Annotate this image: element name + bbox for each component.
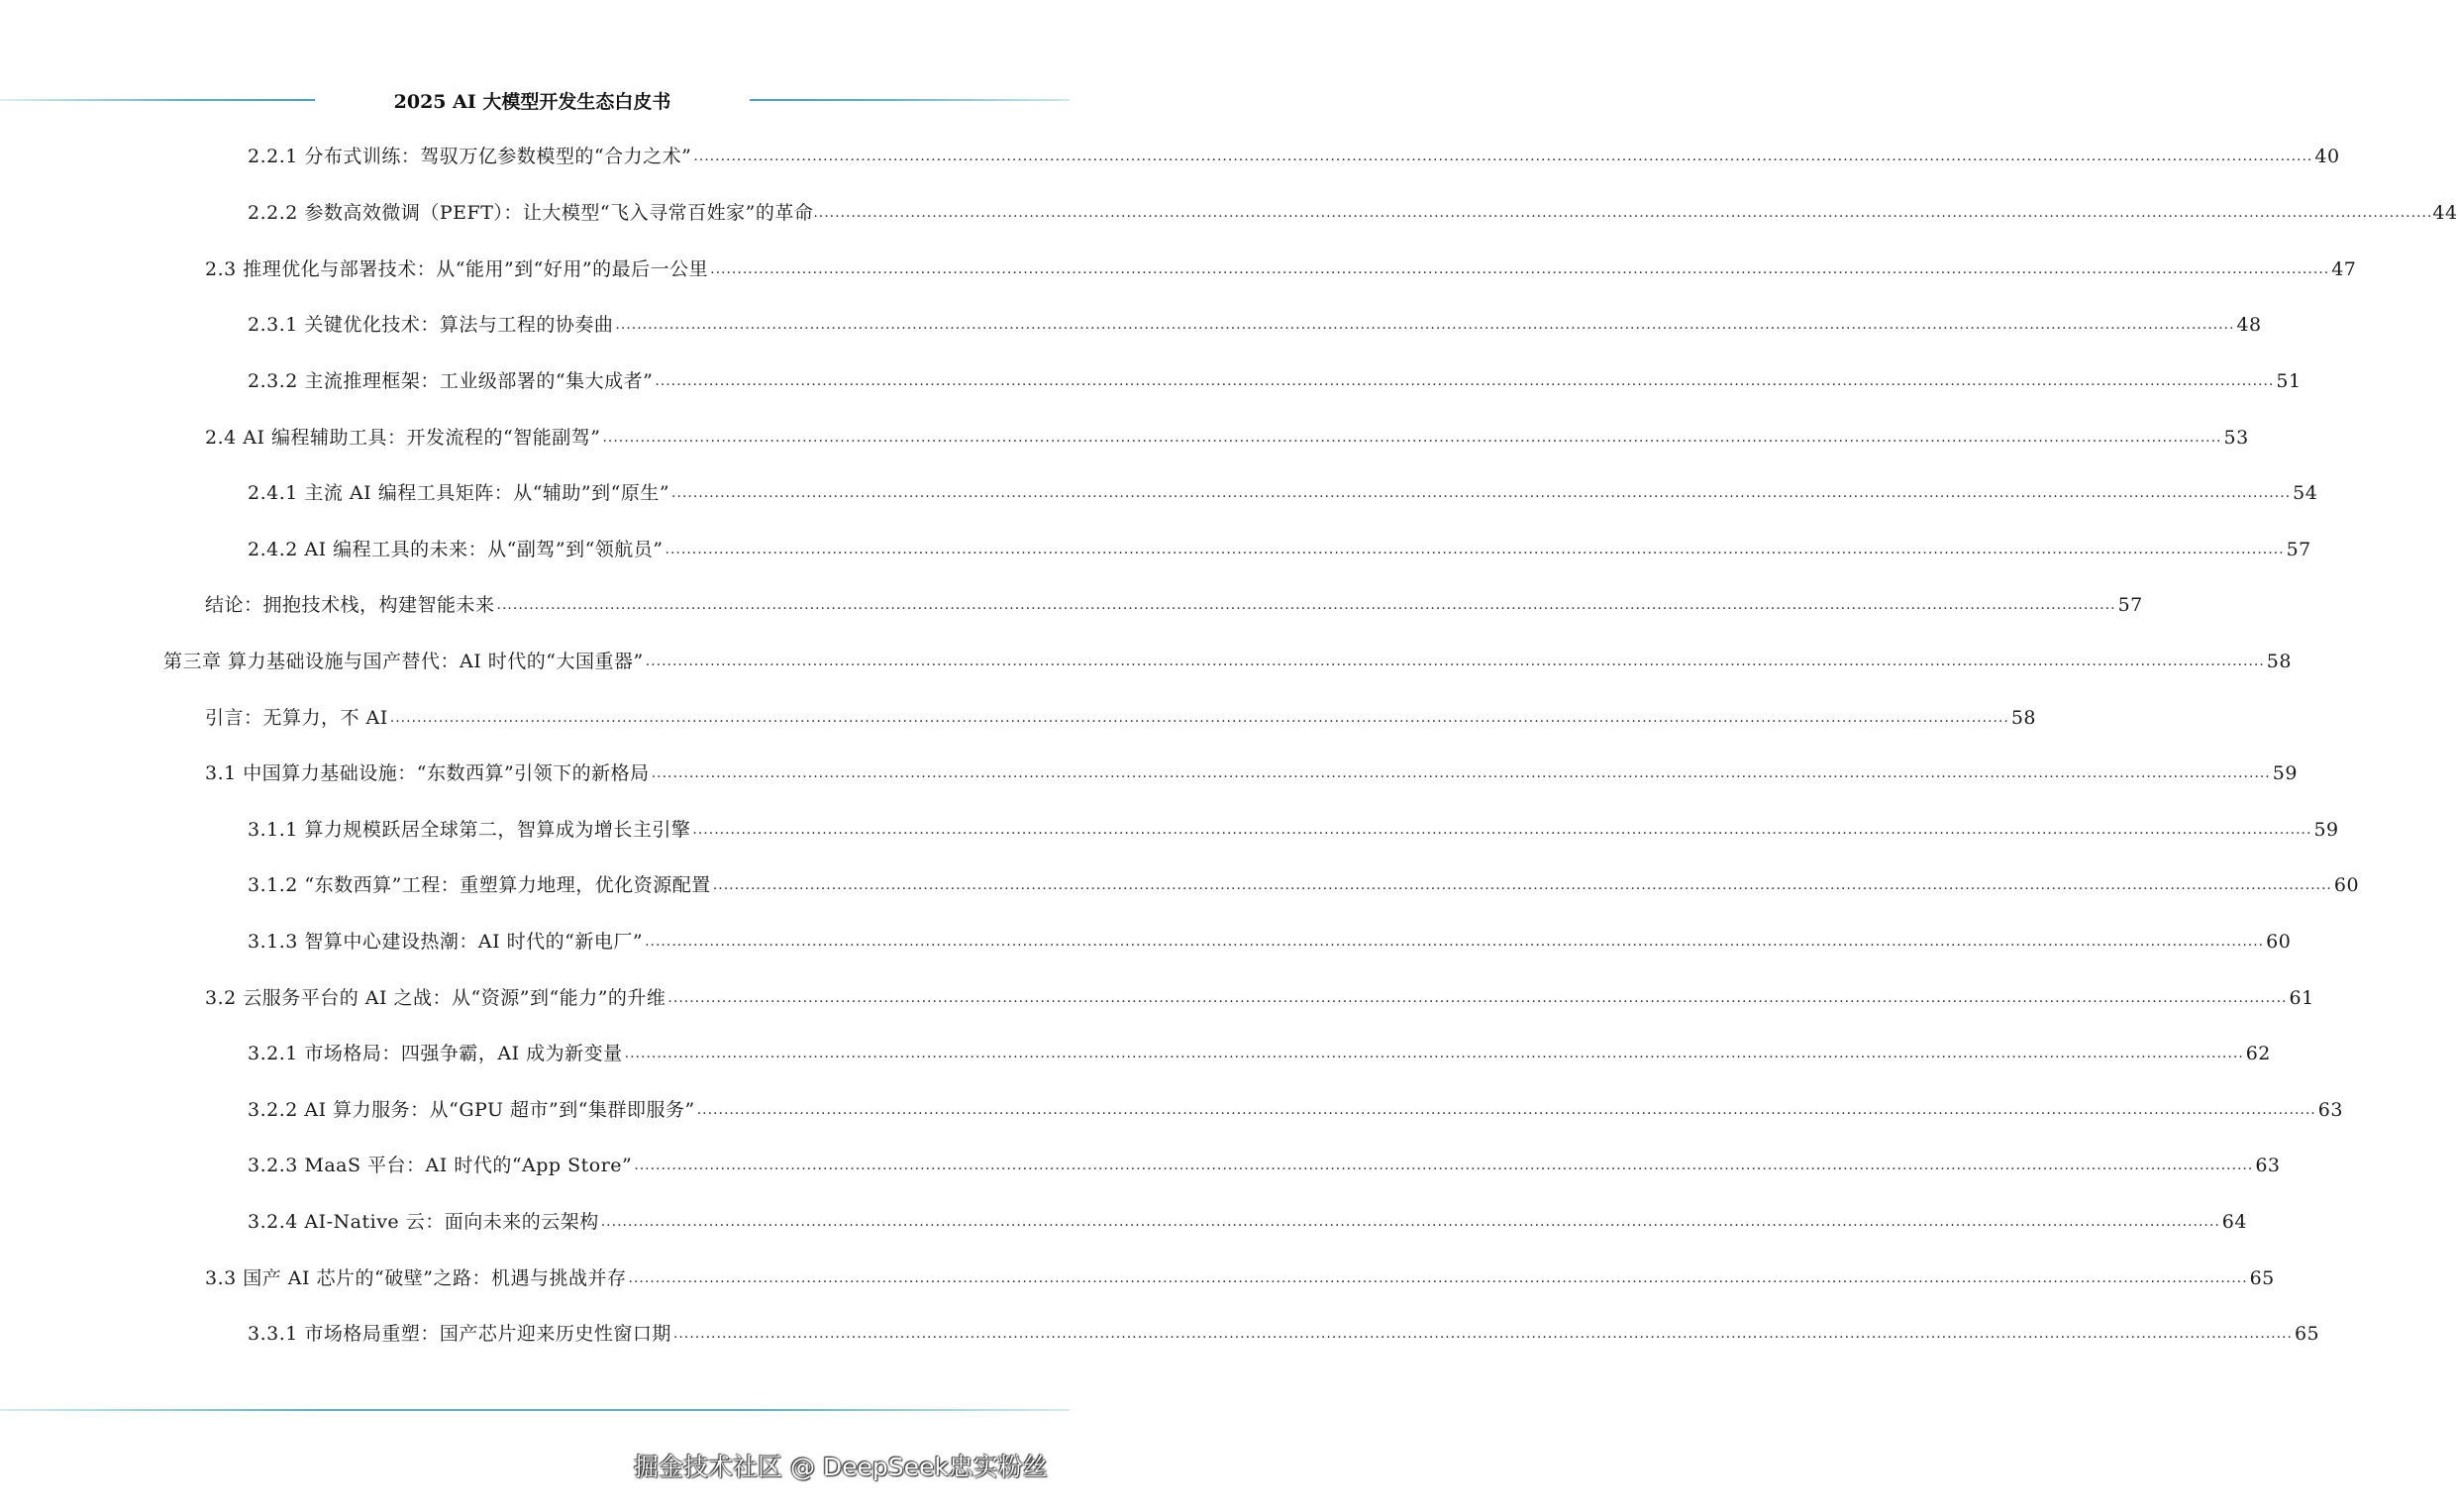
toc-dot-leader: ............................................................................................................................................................................................................................................................................................................ [389,710,2009,726]
toc-page-number: 40 [2314,146,2340,167]
toc-entry-label: 引言：无算力，不 AI [205,707,388,729]
toc-entry-label: 2.2.1 分布式训练：驾驭万亿参数模型的“合力之术” [248,146,692,167]
toc-entry-label: 2.3.2 主流推理框架：工业级部署的“集大成者” [248,370,654,392]
toc-dot-leader: ............................................................................................................................................................................................................................................................................................................ [693,149,2313,164]
toc-entry[interactable] [205,703,2037,733]
toc-page-number: 60 [2333,874,2360,896]
toc-entry-label: 3.1.1 算力规模跃居全球第二，智算成为增长主引擎 [248,819,691,841]
toc-page-number: 51 [2276,370,2302,392]
toc-page-number: 54 [2293,482,2318,504]
toc-dot-leader: ............................................................................................................................................................................................................................................................................................................ [624,1046,2244,1061]
toc-entry-label: 3.2 云服务平台的 AI 之战：从“资源”到“能力”的升维 [205,987,666,1009]
toc-entry-label: 3.2.4 AI-Native 云：面向未来的云架构 [248,1211,599,1233]
toc-dot-leader: ............................................................................................................................................................................................................................................................................................................ [628,1270,2248,1286]
toc-dot-leader: ............................................................................................................................................................................................................................................................................................................ [710,261,2330,277]
toc-page-number: 47 [2331,258,2357,280]
toc-entry[interactable] [205,1263,2275,1293]
toc-page-number: 65 [2294,1323,2320,1345]
toc-entry-label: 3.3.1 市场格局重塑：国产芯片迎来历史性窗口期 [248,1323,671,1345]
toc-entry[interactable] [248,815,2339,845]
toc-entry[interactable] [205,254,2357,284]
toc-entry[interactable] [248,1207,2247,1237]
document-title: 2025 AI 大模型开发生态白皮书 [393,91,671,113]
toc-dot-leader: ............................................................................................................................................................................................................................................................................................................ [696,1102,2316,1118]
toc-dot-leader: ............................................................................................................................................................................................................................................................................................................ [671,485,2292,501]
toc-entry[interactable] [205,423,2249,453]
toc-dot-leader: ............................................................................................................................................................................................................................................................................................................ [813,205,2433,221]
toc-dot-leader: ............................................................................................................................................................................................................................................................................................................ [665,542,2285,557]
toc-entry-label: 3.1.2 “东数西算”工程：重塑算力地理，优化资源配置 [248,874,711,896]
toc-page-number: 57 [2286,539,2311,560]
toc-entry[interactable] [248,1039,2271,1068]
toc-entry[interactable] [248,1319,2320,1349]
toc-entry-label: 2.3 推理优化与部署技术：从“能用”到“好用”的最后一公里 [205,258,709,280]
toc-page-number: 64 [2221,1211,2247,1233]
toc-page-number: 59 [2313,819,2339,841]
toc-entry-label: 3.2.1 市场格局：四强争霸，AI 成为新变量 [248,1043,623,1064]
toc-page-number: 48 [2236,314,2262,336]
toc-page-number: 61 [2289,987,2314,1009]
toc-page-number: 53 [2223,427,2249,449]
toc-dot-leader: ............................................................................................................................................................................................................................................................................................................ [645,934,2265,950]
toc-page-number: 44 [2432,202,2458,224]
toc-page-number: 58 [2010,707,2037,729]
toc-entry-label: 第三章 算力基础设施与国产替代：AI 时代的“大国重器” [163,651,644,672]
toc-page-number: 59 [2272,762,2298,784]
toc-page-number: 57 [2117,594,2143,616]
toc-entry[interactable] [248,142,2340,171]
toc-dot-leader: ............................................................................................................................................................................................................................................................................................................ [655,373,2275,389]
toc-entry-label: 2.3.1 关键优化技术：算法与工程的协奏曲 [248,314,614,336]
toc-entry[interactable] [205,590,2143,620]
toc-entry[interactable] [205,758,2298,788]
toc-entry-label: 3.1.3 智算中心建设热潮：AI 时代的“新电厂” [248,931,644,953]
toc-entry[interactable] [248,478,2318,508]
toc-entry[interactable] [248,870,2360,900]
toc-dot-leader: ............................................................................................................................................................................................................................................................................................................ [634,1158,2254,1173]
footer-rule [0,1409,1070,1411]
toc-page-number: 63 [2317,1099,2343,1121]
toc-dot-leader: ............................................................................................................................................................................................................................................................................................................ [615,317,2235,333]
toc-dot-leader: ............................................................................................................................................................................................................................................................................................................ [667,990,2288,1006]
toc-dot-leader: ............................................................................................................................................................................................................................................................................................................ [651,765,2271,781]
toc-page-number: 62 [2245,1043,2271,1064]
toc-entry-label: 3.1 中国算力基础设施：“东数西算”引领下的新格局 [205,762,650,784]
toc-entry[interactable] [248,535,2311,564]
toc-entry[interactable] [205,983,2314,1013]
toc-entry[interactable] [163,647,2292,676]
toc-dot-leader: ............................................................................................................................................................................................................................................................................................................ [602,430,2222,446]
toc-entry-label: 2.4.1 主流 AI 编程工具矩阵：从“辅助”到“原生” [248,482,670,504]
watermark: 掘金技术社区 @ DeepSeek忠实粉丝 [634,1453,1048,1481]
toc-entry-label: 3.2.3 MaaS 平台：AI 时代的“App Store” [248,1155,633,1176]
toc-entry[interactable] [248,198,2458,228]
toc-page-number: 60 [2266,931,2292,953]
toc-page-number: 58 [2266,651,2292,672]
toc-dot-leader: ............................................................................................................................................................................................................................................................................................................ [692,822,2312,838]
toc-entry-label: 结论：拥抱技术栈，构建智能未来 [205,594,495,616]
toc-dot-leader: ............................................................................................................................................................................................................................................................................................................ [712,877,2332,893]
toc-entry[interactable] [248,310,2262,340]
toc-entry-label: 3.3 国产 AI 芯片的“破壁”之路：机遇与挑战并存 [205,1267,627,1289]
toc-dot-leader: ............................................................................................................................................................................................................................................................................................................ [645,654,2265,669]
toc-entry-label: 2.4.2 AI 编程工具的未来：从“副驾”到“领航员” [248,539,664,560]
toc-entry-label: 3.2.2 AI 算力服务：从“GPU 超市”到“集群即服务” [248,1099,695,1121]
toc-entry[interactable] [248,366,2302,396]
toc-entry[interactable] [248,927,2292,957]
toc-dot-leader: ............................................................................................................................................................................................................................................................................................................ [496,597,2116,613]
toc-entry[interactable] [248,1095,2343,1125]
toc-dot-leader: ............................................................................................................................................................................................................................................................................................................ [672,1326,2293,1342]
toc-entry-label: 2.2.2 参数高效微调（PEFT）：让大模型“飞入寻常百姓家”的革命 [248,202,814,224]
toc-page-number: 63 [2255,1155,2281,1176]
toc-entry[interactable] [248,1151,2281,1180]
toc-entry-label: 2.4 AI 编程辅助工具：开发流程的“智能副驾” [205,427,601,449]
toc-dot-leader: ............................................................................................................................................................................................................................................................................................................ [600,1214,2220,1230]
toc-page-number: 65 [2249,1267,2275,1289]
